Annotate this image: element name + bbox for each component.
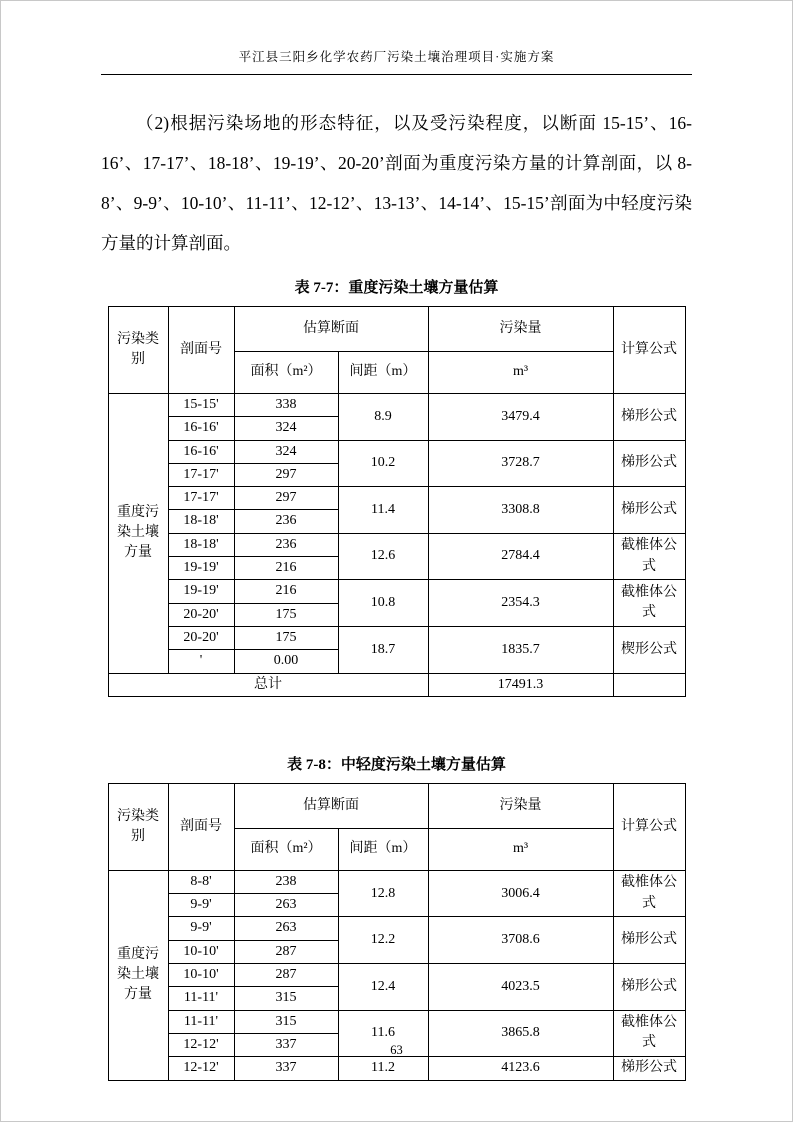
table1-title: 表 7-7：重度污染土壤方量估算 <box>294 280 499 296</box>
th-volume: 污染量 <box>428 307 613 352</box>
spacing-cell: 12.8 <box>338 870 428 917</box>
th-profile: 剖面号 <box>168 783 234 870</box>
spacing-cell: 11.6 <box>338 1010 428 1057</box>
area-cell: 337 <box>234 1057 338 1080</box>
area-cell: 263 <box>234 894 338 917</box>
area-cell: 287 <box>234 940 338 963</box>
formula-cell: 梯形公式 <box>613 487 685 534</box>
area-cell: 287 <box>234 964 338 987</box>
profile-cell: 10-10' <box>168 940 234 963</box>
area-cell: 0.00 <box>234 650 338 673</box>
profile-cell: 9-9' <box>168 894 234 917</box>
th-area: 面积（m²） <box>234 828 338 870</box>
th-spacing: 间距（m） <box>338 828 428 870</box>
spacing-cell: 12.4 <box>338 964 428 1011</box>
profile-cell: 20-20' <box>168 626 234 649</box>
header-title: 平江县三阳乡化学农药厂污染土壤治理项目·实施方案 <box>238 50 555 64</box>
th-volume-unit: m³ <box>428 828 613 870</box>
profile-cell: 19-19' <box>168 580 234 603</box>
total-value-cell: 17491.3 <box>428 673 613 696</box>
area-cell: 236 <box>234 510 338 533</box>
volume-cell: 3708.6 <box>428 917 613 964</box>
category-cell: 重度污染土壤方量 <box>108 394 168 674</box>
profile-cell: 15-15' <box>168 394 234 417</box>
formula-cell: 梯形公式 <box>613 1057 685 1080</box>
table-7-8 <box>108 783 686 1081</box>
table-7-7 <box>108 306 686 697</box>
spacing-cell: 10.8 <box>338 580 428 627</box>
formula-cell: 梯形公式 <box>613 440 685 487</box>
th-profile: 剖面号 <box>168 307 234 394</box>
volume-cell: 3728.7 <box>428 440 613 487</box>
profile-cell: 16-16' <box>168 417 234 440</box>
volume-cell: 3479.4 <box>428 394 613 441</box>
formula-cell: 截椎体公式 <box>613 533 685 580</box>
formula-cell: 梯形公式 <box>613 917 685 964</box>
table-row <box>108 580 685 603</box>
volume-cell: 2354.3 <box>428 580 613 627</box>
profile-cell: ' <box>168 650 234 673</box>
profile-cell: 16-16' <box>168 440 234 463</box>
profile-cell: 18-18' <box>168 533 234 556</box>
area-cell: 175 <box>234 626 338 649</box>
page-number: 63 <box>390 1043 403 1057</box>
spacing-cell: 18.7 <box>338 626 428 673</box>
area-cell: 297 <box>234 463 338 486</box>
profile-cell: 10-10' <box>168 964 234 987</box>
table-row <box>108 964 685 987</box>
volume-cell: 3308.8 <box>428 487 613 534</box>
volume-cell: 4023.5 <box>428 964 613 1011</box>
profile-cell: 18-18' <box>168 510 234 533</box>
th-section: 估算断面 <box>234 307 428 352</box>
volume-cell: 3865.8 <box>428 1010 613 1057</box>
table-row <box>108 487 685 510</box>
formula-cell: 截椎体公式 <box>613 1010 685 1057</box>
total-row <box>108 673 685 696</box>
th-section: 估算断面 <box>234 783 428 828</box>
spacing-cell: 12.2 <box>338 917 428 964</box>
volume-cell: 1835.7 <box>428 626 613 673</box>
table-row <box>108 440 685 463</box>
th-spacing: 间距（m） <box>338 352 428 394</box>
formula-cell: 截椎体公式 <box>613 870 685 917</box>
area-cell: 263 <box>234 917 338 940</box>
th-volume: 污染量 <box>428 783 613 828</box>
body-paragraph: （2)根据污染场地的形态特征，以及受污染程度，以断面 15-15’、16-16’、17-17’、18-18’、19-19’、20-20’剖面为重度污染方量的计算剖面，以 8-8’、9-9’、10-10’、11-11’、12-12’、13-13’、14-14’、15-15’剖面为中轻度污染方量的计算剖面。 <box>101 113 692 253</box>
table-row <box>108 394 685 417</box>
area-cell: 337 <box>234 1033 338 1056</box>
table-row <box>108 870 685 893</box>
area-cell: 175 <box>234 603 338 626</box>
th-formula: 计算公式 <box>613 783 685 870</box>
table-row <box>108 1010 685 1033</box>
profile-cell: 8-8' <box>168 870 234 893</box>
volume-cell: 3006.4 <box>428 870 613 917</box>
spacing-cell: 11.2 <box>338 1057 428 1080</box>
area-cell: 297 <box>234 487 338 510</box>
profile-cell: 12-12' <box>168 1057 234 1080</box>
profile-cell: 12-12' <box>168 1033 234 1056</box>
total-label-cell: 总计 <box>108 673 428 696</box>
area-cell: 324 <box>234 417 338 440</box>
th-category: 污染类别 <box>108 307 168 394</box>
total-formula-cell <box>613 673 685 696</box>
table2-title: 表 7-8：中轻度污染土壤方量估算 <box>287 756 506 773</box>
profile-cell: 19-19' <box>168 557 234 580</box>
table-row <box>108 533 685 556</box>
area-cell: 324 <box>234 440 338 463</box>
profile-cell: 17-17' <box>168 463 234 486</box>
table-row <box>108 1057 685 1080</box>
table-row <box>108 917 685 940</box>
profile-cell: 17-17' <box>168 487 234 510</box>
th-volume-unit: m³ <box>428 352 613 394</box>
formula-cell: 截椎体公式 <box>613 580 685 627</box>
th-formula: 计算公式 <box>613 307 685 394</box>
area-cell: 236 <box>234 533 338 556</box>
volume-cell: 4123.6 <box>428 1057 613 1080</box>
area-cell: 338 <box>234 394 338 417</box>
volume-cell: 2784.4 <box>428 533 613 580</box>
area-cell: 315 <box>234 987 338 1010</box>
page-header <box>101 47 692 75</box>
profile-cell: 20-20' <box>168 603 234 626</box>
profile-cell: 11-11' <box>168 987 234 1010</box>
formula-cell: 楔形公式 <box>613 626 685 673</box>
th-area: 面积（m²） <box>234 352 338 394</box>
formula-cell: 梯形公式 <box>613 394 685 441</box>
spacing-cell: 11.4 <box>338 487 428 534</box>
area-cell: 315 <box>234 1010 338 1033</box>
area-cell: 216 <box>234 580 338 603</box>
category-cell: 重度污染土壤方量 <box>108 870 168 1080</box>
table-row <box>108 626 685 649</box>
area-cell: 238 <box>234 870 338 893</box>
spacing-cell: 8.9 <box>338 394 428 441</box>
area-cell: 216 <box>234 557 338 580</box>
th-category: 污染类别 <box>108 783 168 870</box>
profile-cell: 11-11' <box>168 1010 234 1033</box>
formula-cell: 梯形公式 <box>613 964 685 1011</box>
profile-cell: 9-9' <box>168 917 234 940</box>
spacing-cell: 10.2 <box>338 440 428 487</box>
spacing-cell: 12.6 <box>338 533 428 580</box>
